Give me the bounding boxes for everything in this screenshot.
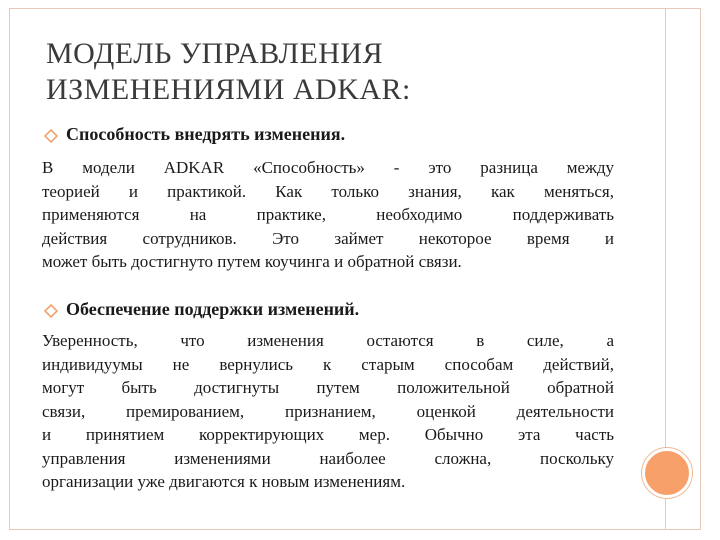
slide-title — [46, 36, 606, 108]
section-2-line: управления изменениями наиболее сложна, поскольку — [42, 448, 614, 468]
section-2-line: Уверенность, что изменения остаются в силе, а — [42, 331, 614, 350]
section-1-text — [42, 156, 614, 274]
section-2-line: организации уже двигаются к новым изменениям. — [42, 472, 406, 491]
decorative-circle — [642, 448, 692, 498]
section-2-line: и принятием корректирующих мер. Обычно эта часть — [42, 425, 614, 444]
section-1-heading: Способность внедрять изменения. — [66, 124, 346, 144]
title-line-1: МОДЕЛЬ УПРАВЛЕНИЯ — [46, 37, 384, 70]
title-line-2: ИЗМЕНЕНИЯМИ ADKAR: — [46, 73, 411, 106]
section-2-line: связи, премированием, признанием, оценкой деятельности — [42, 401, 614, 421]
section-2-heading: Обеспечение поддержки изменений. — [66, 299, 360, 319]
section-1-line: действия сотрудников. Это займет некоторое время и — [42, 228, 614, 248]
bullet-icon — [44, 129, 58, 143]
section-1-line: применяются на практике, необходимо поддерживать — [42, 205, 614, 224]
section-2-line: индивидуумы не вернулись к старым способам действий, — [42, 354, 614, 374]
section-1-line: В модели ADKAR «Способность» - это разница между — [42, 158, 614, 177]
section-2-line: могут быть достигнуты путем положительной обратной — [42, 378, 614, 397]
section-1-line: может быть достигнуто путем коучинга и обратной связи. — [42, 252, 462, 271]
section-1-line: теорией и практикой. Как только знания, как меняться, — [42, 181, 614, 201]
section-2-text — [42, 329, 614, 494]
bullet-icon — [44, 304, 58, 318]
